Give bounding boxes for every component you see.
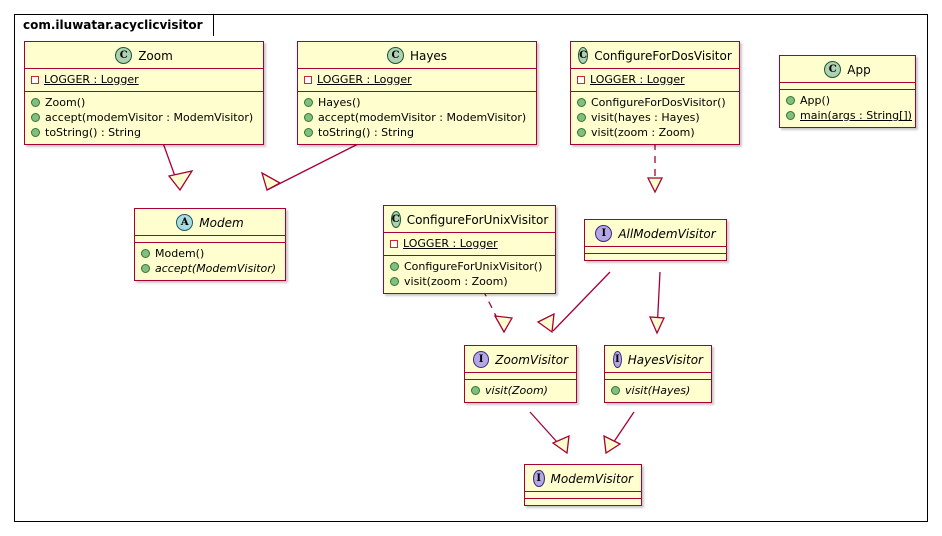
node-header <box>780 56 915 82</box>
field-label: LOGGER : Logger <box>403 237 498 250</box>
method-row <box>577 110 733 125</box>
node-header <box>25 42 263 68</box>
class-node-modem[interactable] <box>134 208 286 281</box>
method-row <box>577 95 733 110</box>
methods-compartment <box>25 92 263 144</box>
method-label: visit(Zoom) <box>485 384 548 397</box>
field-row <box>577 72 733 87</box>
public-method-icon <box>786 96 795 105</box>
fields-compartment <box>571 69 739 91</box>
interface-node-zoomvisitor[interactable] <box>464 345 577 403</box>
node-header <box>465 346 576 372</box>
method-row <box>141 246 279 261</box>
method-label: main(args : String[]) <box>800 109 912 122</box>
field-label: LOGGER : Logger <box>317 73 412 86</box>
node-header <box>525 465 641 491</box>
method-label: Hayes() <box>318 96 361 109</box>
private-field-icon <box>31 76 39 84</box>
class-node-configurefordosvisitor[interactable] <box>570 41 740 145</box>
methods-compartment <box>465 380 576 402</box>
public-method-icon <box>577 128 586 137</box>
method-label: visit(zoom : Zoom) <box>404 275 508 288</box>
node-header <box>384 206 555 232</box>
method-row <box>304 110 530 125</box>
methods-compartment <box>298 92 536 144</box>
public-method-icon <box>611 386 620 395</box>
method-row <box>577 125 733 140</box>
private-field-icon <box>577 76 585 84</box>
node-header <box>135 209 285 235</box>
node-title: HayesVisitor <box>627 352 703 367</box>
method-label: accept(ModemVisitor) <box>155 262 277 275</box>
package-tab <box>14 14 214 36</box>
fields-compartment <box>298 69 536 91</box>
method-row <box>304 95 530 110</box>
interface-badge-icon: I <box>473 351 489 368</box>
node-title: AllModemVisitor <box>618 226 716 241</box>
method-row <box>390 274 549 289</box>
method-row <box>31 125 257 140</box>
method-row <box>304 125 530 140</box>
public-method-icon <box>577 113 586 122</box>
node-header <box>605 346 711 372</box>
field-row <box>31 72 257 87</box>
field-row <box>304 72 530 87</box>
public-method-icon <box>390 262 399 271</box>
field-label: LOGGER : Logger <box>590 73 685 86</box>
class-badge-icon: C <box>578 47 588 64</box>
public-method-icon <box>786 111 795 120</box>
public-method-icon <box>31 128 40 137</box>
method-row <box>611 383 705 398</box>
method-label: toString() : String <box>318 126 414 139</box>
method-row <box>471 383 570 398</box>
method-label: visit(Hayes) <box>625 384 691 397</box>
class-badge-icon: C <box>824 61 841 78</box>
public-method-icon <box>390 277 399 286</box>
public-method-icon <box>304 98 313 107</box>
node-header <box>571 42 739 68</box>
method-row <box>31 110 257 125</box>
abstract-badge-icon: A <box>176 214 193 231</box>
methods-compartment <box>571 92 739 144</box>
class-badge-icon: C <box>115 47 132 64</box>
class-badge-icon: C <box>387 47 404 64</box>
public-method-icon <box>141 249 150 258</box>
node-title: ModemVisitor <box>550 471 633 486</box>
node-header <box>585 220 726 246</box>
methods-compartment <box>384 256 555 293</box>
private-field-icon <box>390 240 398 248</box>
method-row <box>141 261 279 276</box>
field-label: LOGGER : Logger <box>44 73 139 86</box>
package-name: com.iluwatar.acyclicvisitor <box>23 18 203 32</box>
method-label: accept(modemVisitor : ModemVisitor) <box>318 111 527 124</box>
method-row <box>786 93 909 108</box>
interface-badge-icon: I <box>533 470 545 487</box>
method-row <box>786 108 912 123</box>
fields-compartment <box>25 69 263 91</box>
method-row <box>390 259 549 274</box>
interface-badge-icon: I <box>595 225 612 242</box>
methods-compartment <box>780 90 915 127</box>
node-title: Hayes <box>409 48 448 63</box>
method-label: Modem() <box>155 247 205 260</box>
node-title: Zoom <box>138 48 173 63</box>
class-badge-icon: C <box>391 211 401 228</box>
methods-compartment <box>605 380 711 402</box>
node-title: Modem <box>199 215 244 230</box>
public-method-icon <box>471 386 480 395</box>
node-header <box>298 42 536 68</box>
class-node-hayes[interactable] <box>297 41 537 145</box>
interface-node-modemvisitor[interactable] <box>524 464 642 506</box>
method-label: visit(zoom : Zoom) <box>591 126 695 139</box>
interface-node-allmodemvisitor[interactable] <box>584 219 727 261</box>
public-method-icon <box>31 113 40 122</box>
method-label: accept(modemVisitor : ModemVisitor) <box>45 111 254 124</box>
public-method-icon <box>304 113 313 122</box>
method-label: visit(hayes : Hayes) <box>591 111 700 124</box>
method-label: ConfigureForDosVisitor() <box>591 96 726 109</box>
private-field-icon <box>304 76 312 84</box>
node-title: ConfigureForDosVisitor <box>594 48 732 63</box>
public-method-icon <box>577 98 586 107</box>
class-node-app[interactable] <box>779 55 916 128</box>
node-title: ZoomVisitor <box>495 352 568 367</box>
class-node-zoom[interactable] <box>24 41 264 145</box>
public-method-icon <box>304 128 313 137</box>
method-label: App() <box>800 94 831 107</box>
node-title: ConfigureForUnixVisitor <box>406 212 549 227</box>
methods-compartment <box>135 243 285 280</box>
method-label: toString() : String <box>45 126 141 139</box>
field-row <box>390 236 549 251</box>
interface-badge-icon: I <box>613 351 622 368</box>
methods-compartment <box>525 499 641 505</box>
public-method-icon <box>141 264 150 273</box>
interface-node-hayesvisitor[interactable] <box>604 345 712 403</box>
methods-compartment <box>585 254 726 260</box>
fields-compartment <box>384 233 555 255</box>
method-label: ConfigureForUnixVisitor() <box>404 260 543 273</box>
method-row <box>31 95 257 110</box>
method-label: Zoom() <box>45 96 86 109</box>
node-title: App <box>847 62 871 77</box>
public-method-icon <box>31 98 40 107</box>
class-node-configureforunixvisitor[interactable] <box>383 205 556 294</box>
